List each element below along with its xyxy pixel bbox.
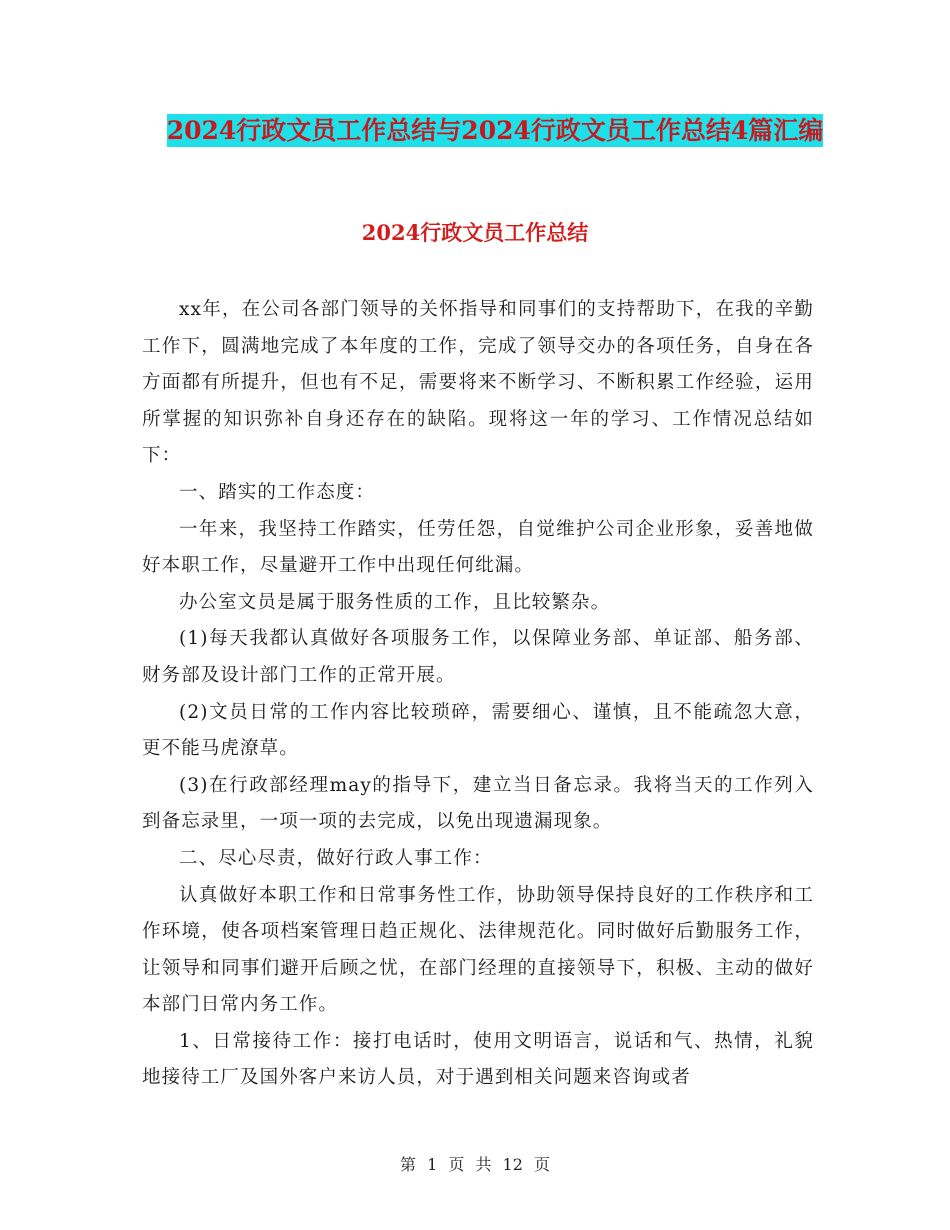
list-item-3: (3)在行政部经理may的指导下，建立当日备忘录。我将当天的工作列入到备忘录里，一项一项的去完成，以免出现遗漏现象。	[142, 774, 814, 833]
page-footer: 第 1 页 共 12 页	[400, 1155, 550, 1174]
paragraph-work-attitude: 一年来，我坚持工作踏实，任劳任怨，自觉维护公司企业形象，妥善地做好本职工作，尽量避开工作中出现任何纰漏。	[142, 518, 814, 577]
list-item-1: (1)每天我都认真做好各项服务工作，以保障业务部、单证部、船务部、财务部及设计部门工作的正常开展。	[142, 628, 814, 686]
document-body	[142, 292, 814, 1097]
heading-work-attitude: 一、踏实的工作态度：	[179, 481, 376, 503]
section-title: 2024行政文员工作总结	[361, 220, 589, 245]
document-title	[100, 108, 890, 154]
heading-admin-hr: 二、尽心尽责，做好行政人事工作：	[179, 847, 493, 869]
paragraph-intro: xx年，在公司各部门领导的关怀指导和同事们的支持帮助下，在我的辛勤工作下，圆满地完成了本年度的工作，完成了领导交办的各项任务，自身在各方面都有所提升，但也有不足，需要将来不断学习、不断积累工作经验，运用所掌握的知识弥补自身还存在的缺陷。现将这一年的学习、工作情况总结如下：	[142, 299, 814, 467]
document-title-text: 2024行政文员工作总结与2024行政文员工作总结4篇汇编	[166, 116, 824, 145]
paragraph-admin-hr: 认真做好本职工作和日常事务性工作，协助领导保持良好的工作秩序和工作环境，使各项档案管理日趋正规化、法律规范化。同时做好后勤服务工作，让领导和同事们避开后顾之忧，在部门经理的直接领导下，积极、主动的做好本部门日常内务工作。	[142, 884, 814, 1016]
paragraph-office-clerk: 办公室文员是属于服务性质的工作，且比较繁杂。	[179, 591, 611, 613]
paragraph-reception: 1、日常接待工作：接打电话时，使用文明语言，说话和气、热情，礼貌地接待工厂及国外客户来访人员，对于遇到相关问题来咨询或者	[142, 1030, 814, 1089]
list-item-2: (2)文员日常的工作内容比较琐碎，需要细心、谨慎，且不能疏忽大意，更不能马虎潦草。	[142, 701, 814, 760]
